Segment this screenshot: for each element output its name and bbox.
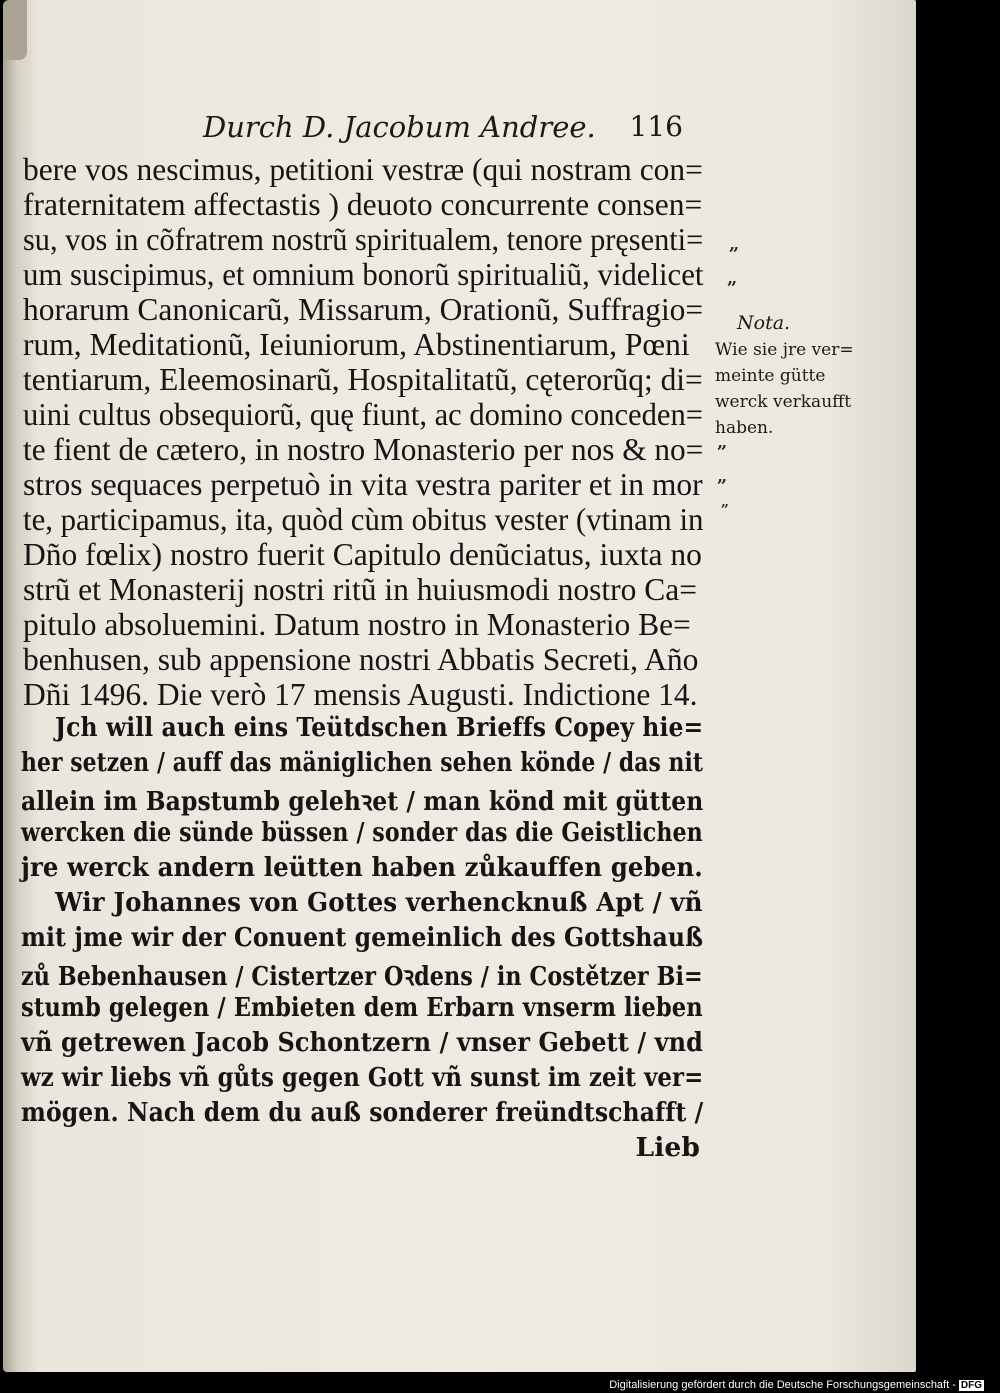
marginal-note-line: Wie sie jre ver=: [715, 340, 854, 360]
text-line: Wir Johannes von Gottes verhencknuß Apt / vñ: [55, 887, 703, 918]
text-line: uini cultus obsequiorũ, quę fiunt, ac domino conceden=: [23, 397, 703, 432]
text-line: Jch will auch eins Teütdschen Brieffs Copey hie=: [55, 712, 704, 743]
running-head: [203, 110, 683, 150]
text-line: stros sequaces perpetuò in vita vestra pariter et in mor: [23, 467, 703, 502]
text-line: um suscipimus, et omnium bonorũ spiritualiũ, videlicet: [23, 257, 704, 292]
text-line: jre werck andern leütten haben zůkauffen geben.: [21, 852, 703, 883]
catchword: Lieb: [635, 1132, 700, 1163]
text-line: zů Bebenhausen / Cistertzer Oꝛdens / in Costětzer Bi=: [21, 961, 703, 992]
text-line: mit jme wir der Conuent gemeinlich des Gottshauß: [21, 922, 704, 953]
text-line: fraternitatem affectastis ) deuoto concurrente consen=: [23, 187, 703, 222]
marginal-note-line: haben.: [715, 418, 774, 438]
text-line: te fient de cætero, in nostro Monasterio per nos & no=: [23, 432, 704, 467]
folio-number: 116: [629, 110, 683, 143]
dfg-logo: DFG: [960, 1380, 982, 1391]
text-line: vñ getrewen Jacob Schontzern / vnser Gebett / vnd: [21, 1027, 703, 1058]
text-line: allein im Bapstumb gelehꝛet / man könd mit gütten: [21, 786, 704, 817]
marginal-heading: Nota.: [737, 312, 791, 334]
marginal-note-line: meinte gütte: [715, 366, 826, 386]
text-line: horarum Canonicarũ, Missarum, Orationũ, Suffragio=: [23, 292, 704, 327]
text-line: strũ et Monasterij nostri ritũ in huiusmodi nostro Ca=: [23, 572, 697, 607]
text-line: pitulo absoluemini. Datum nostro in Monasterio Be=: [23, 607, 691, 642]
text-line: stumb gelegen / Embieten dem Erbarn vnserm lieben: [21, 992, 703, 1023]
text-line: tentiarum, Eleemosinarũ, Hospitalitatũ, cęterorũq; di=: [23, 362, 703, 397]
quote-mark: „: [729, 234, 740, 255]
marginal-note-line: werck verkaufft: [715, 392, 852, 412]
text-line: wercken die sünde büssen / sonder das die Geistlichen: [21, 817, 703, 848]
text-line: benhusen, sub appensione nostri Abbatis Secreti, Año: [23, 642, 699, 677]
credit-text: Digitalisierung gefördert durch die Deutsche Forschungsgemeinschaft -: [609, 1379, 956, 1391]
quote-mark: „: [717, 466, 728, 487]
text-line: te, participamus, ita, quòd cùm obitus vester (vtinam in: [23, 502, 704, 537]
text-line: mögen. Nach dem du auß sonderer freündtschafft /: [21, 1097, 704, 1128]
quote-mark: „: [717, 432, 728, 453]
text-line: bere vos nescimus, petitioni vestræ (qui nostram con=: [23, 152, 703, 187]
text-line: su, vos in cõfratrem nostrũ spiritualem, tenore pręsenti=: [23, 222, 704, 257]
book-page: [3, 0, 916, 1372]
quote-mark: „: [721, 494, 730, 510]
page-gutter-shadow: [3, 0, 17, 1372]
text-line: wz wir liebs vñ gůts gegen Gott vñ sunst im zeit ver=: [21, 1062, 704, 1093]
digitization-credit: [609, 1379, 984, 1391]
quote-mark: „: [727, 268, 738, 289]
running-title: Durch D. Jacobum Andree.: [203, 110, 596, 144]
text-line: rum, Meditationũ, Ieiuniorum, Abstinentiarum, Pœni: [23, 327, 690, 362]
text-line: Dñi 1496. Die verò 17 mensis Augusti. Indictione 14.: [23, 677, 698, 712]
binding-tab: [3, 0, 27, 60]
text-line: Dño fœlix) nostro fuerit Capitulo denũciatus, iuxta no: [23, 537, 702, 572]
text-line: her setzen / auff das mäniglichen sehen könde / das nit: [21, 747, 704, 778]
